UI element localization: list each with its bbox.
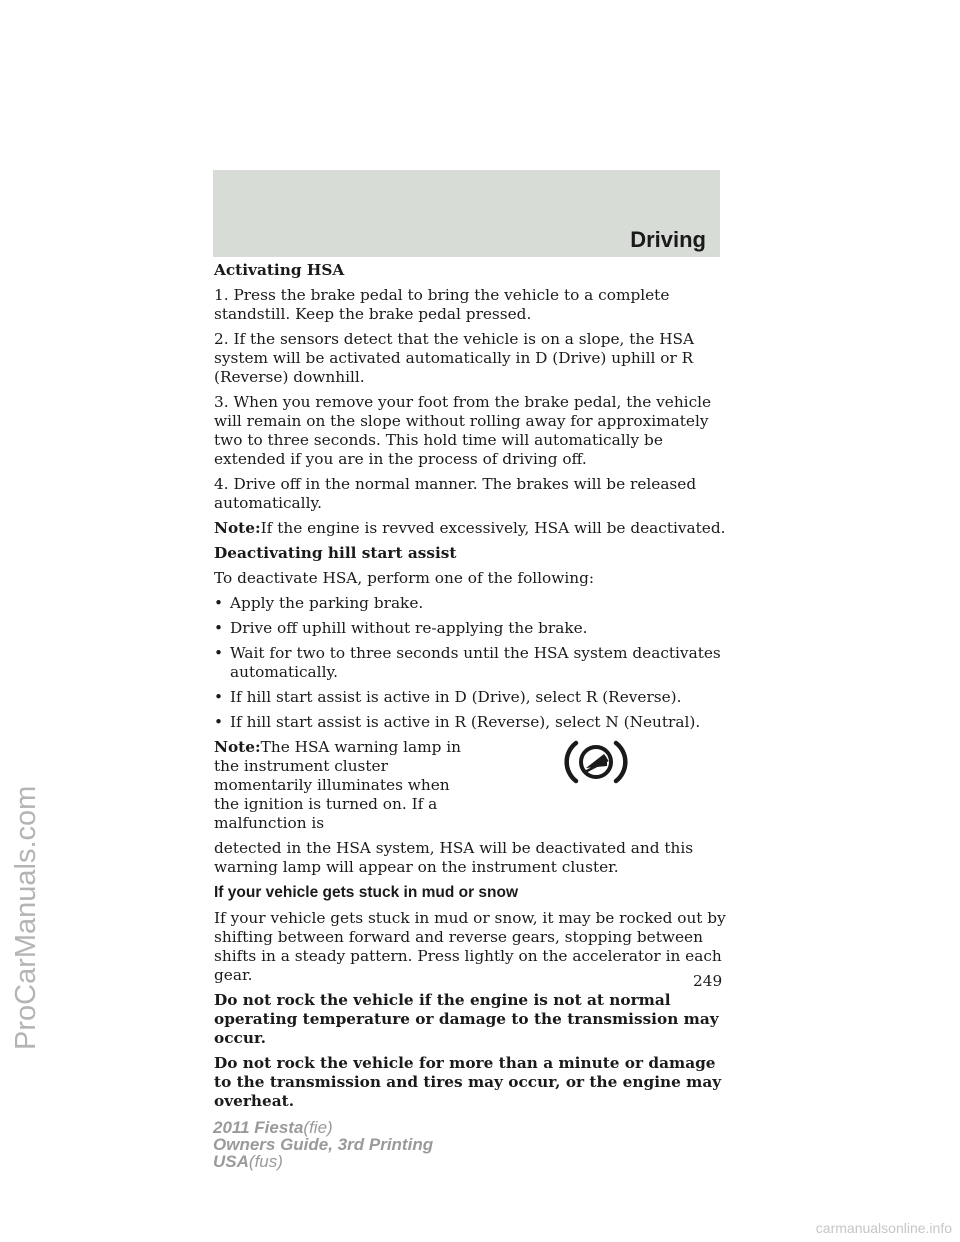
footer-guide: Owners Guide, 3rd Printing (213, 1135, 434, 1154)
deactivating-heading: Deactivating hill start assist (214, 544, 457, 562)
footer-line-guide (213, 1136, 433, 1153)
list-item-text: Wait for two to three seconds until the HSA system deactivates automatically. (230, 644, 721, 681)
side-watermark: ProCarManuals.com (10, 785, 42, 1050)
section-title: Driving (630, 227, 706, 252)
step-1: 1. Press the brake pedal to bring the vehicle to a complete standstill. Keep the brake pedal pressed. (214, 286, 670, 323)
list-item-text: Apply the parking brake. (230, 594, 424, 612)
footer-model: 2011 Fiesta (213, 1118, 304, 1137)
deactivate-list (214, 594, 726, 732)
stuck-paragraph: If your vehicle gets stuck in mud or snow, it may be rocked out by shifting between forward and reverse gears, stopping between shifts in a steady pattern. Press lightly on the accelerator in each gear. (214, 909, 726, 984)
warning-temperature: Do not rock the vehicle if the engine is not at normal operating temperature or damage to the transmission may occur. (214, 991, 719, 1047)
bullet: • (214, 713, 224, 731)
step-2: 2. If the sensors detect that the vehicle is on a slope, the HSA system will be activated automatically in D (Drive) uphill or R (Reverse) downhill. (214, 330, 695, 386)
note-engine (214, 519, 726, 538)
document-footer (213, 1119, 433, 1170)
bullet: • (214, 594, 224, 612)
note-warning-text (214, 738, 469, 833)
footer-line-market (213, 1153, 433, 1170)
step-4: 4. Drive off in the normal manner. The brakes will be released automatically. (214, 475, 697, 512)
list-item-text: If hill start assist is active in R (Reverse), select N (Neutral). (230, 713, 701, 731)
hill-start-assist-warning-icon (564, 738, 628, 786)
bullet: • (214, 619, 224, 637)
bullet: • (214, 644, 224, 662)
list-item (214, 644, 726, 682)
stuck-heading: If your vehicle gets stuck in mud or snow (214, 884, 519, 901)
activating-heading: Activating HSA (214, 261, 345, 279)
section-header (213, 170, 720, 257)
step-3: 3. When you remove your foot from the brake pedal, the vehicle will remain on the slope without rolling away for approximately two to three seconds. This hold time will automatically be extended if you are in the process of driving off. (214, 393, 712, 468)
note-text: The HSA warning lamp in the instrument cluster momentarily illuminates when the ignition is turned on. If a malfunction is (214, 738, 462, 832)
list-item-text: Drive off uphill without re-applying the brake. (230, 619, 588, 637)
note-label: Note: (214, 738, 261, 756)
footer-market: USA (213, 1152, 249, 1171)
list-item (214, 619, 726, 638)
note-warning-continued: detected in the HSA system, HSA will be deactivated and this warning lamp will appear on the instrument cluster. (214, 839, 694, 876)
warning-duration: Do not rock the vehicle for more than a minute or damage to the transmission and tires may occur, or the engine may overheat. (214, 1054, 722, 1110)
footer-model-code: (fie) (303, 1118, 333, 1137)
list-item (214, 713, 726, 732)
page-number: 249 (693, 972, 723, 990)
list-item-text: If hill start assist is active in D (Drive), select R (Reverse). (230, 688, 682, 706)
deactivating-intro: To deactivate HSA, perform one of the following: (214, 569, 595, 587)
note-label: Note: (214, 519, 261, 537)
page-content (214, 261, 726, 1117)
bullet: • (214, 688, 224, 706)
note-warning-lamp (214, 738, 726, 833)
footer-market-code: (fus) (248, 1152, 283, 1171)
list-item (214, 688, 726, 707)
footer-line-model (213, 1119, 433, 1136)
site-footer-link[interactable]: carmanualsonline.info (815, 1220, 952, 1236)
list-item (214, 594, 726, 613)
note-text: If the engine is revved excessively, HSA will be deactivated. (260, 519, 726, 537)
